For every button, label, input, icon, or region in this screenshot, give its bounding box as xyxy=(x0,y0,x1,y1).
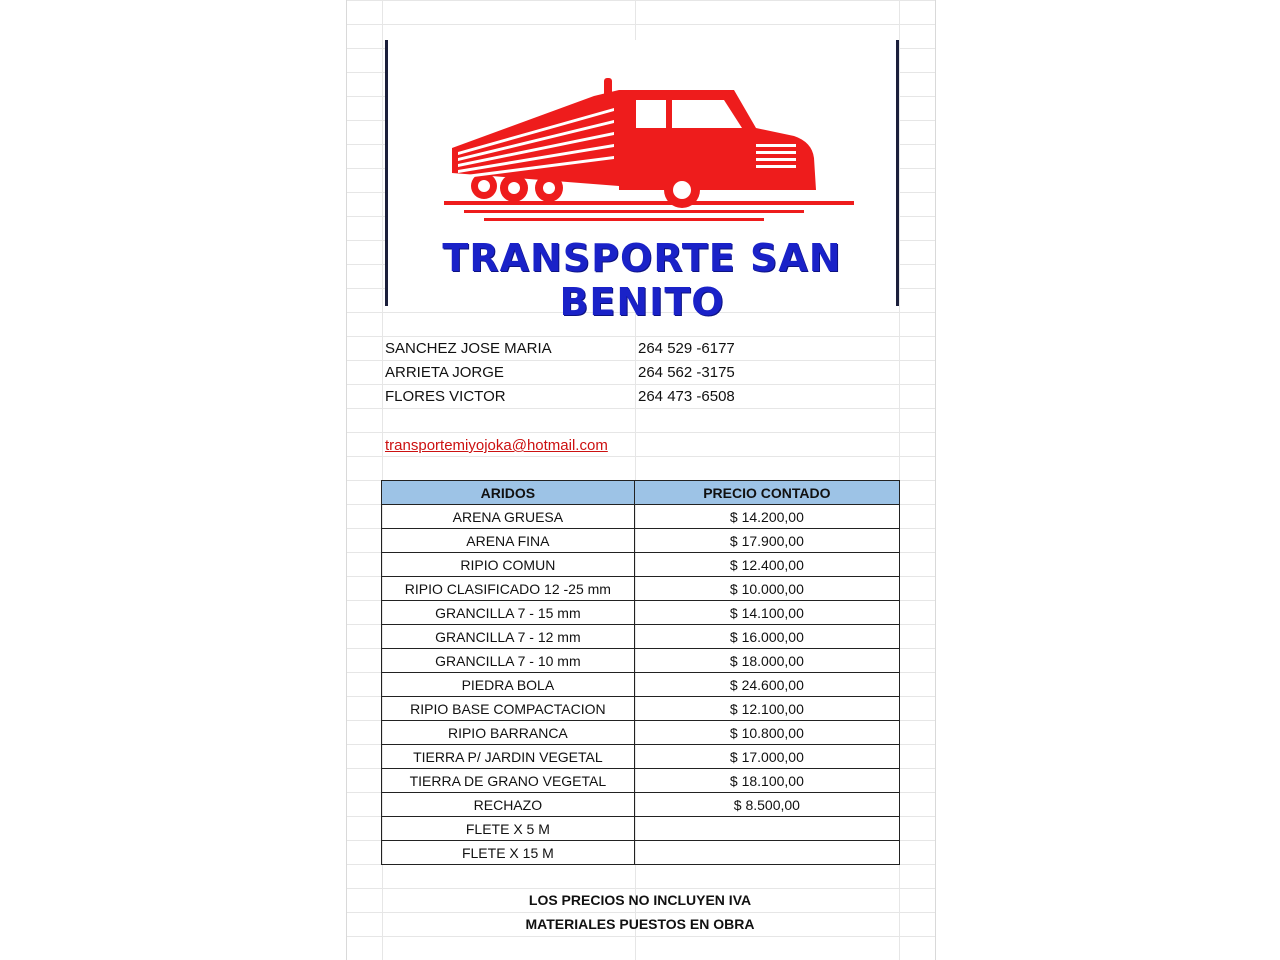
price-cell xyxy=(634,841,899,865)
item-cell: RIPIO BARRANCA xyxy=(382,721,635,745)
note-no-iva: LOS PRECIOS NO INCLUYEN IVA xyxy=(528,892,752,908)
table-row xyxy=(382,769,900,793)
price-cell: $ 12.100,00 xyxy=(634,697,899,721)
item-cell: RIPIO CLASIFICADO 12 -25 mm xyxy=(382,577,635,601)
brand-title: TRANSPORTE SAN BENITO xyxy=(442,236,842,324)
table-row xyxy=(382,625,900,649)
price-cell: $ 10.800,00 xyxy=(634,721,899,745)
table-row xyxy=(382,601,900,625)
table-row xyxy=(382,745,900,769)
note-delivered: MATERIALES PUESTOS EN OBRA xyxy=(525,916,755,932)
table-row xyxy=(382,817,900,841)
table-row xyxy=(382,793,900,817)
item-cell: RIPIO COMUN xyxy=(382,553,635,577)
column-header-aridos: ARIDOS xyxy=(382,481,635,505)
table-row xyxy=(382,505,900,529)
item-cell: FLETE X 5 M xyxy=(382,817,635,841)
price-cell: $ 24.600,00 xyxy=(634,673,899,697)
price-cell: $ 10.000,00 xyxy=(634,577,899,601)
contact-phone: 264 562 -3175 xyxy=(638,364,735,381)
table-row xyxy=(382,697,900,721)
item-cell: ARENA GRUESA xyxy=(382,505,635,529)
item-cell: ARENA FINA xyxy=(382,529,635,553)
price-cell: $ 17.000,00 xyxy=(634,745,899,769)
price-cell: $ 18.000,00 xyxy=(634,649,899,673)
item-cell: RIPIO BASE COMPACTACION xyxy=(382,697,635,721)
table-row xyxy=(382,529,900,553)
email-link[interactable]: transportemiyojoka@hotmail.com xyxy=(385,437,608,454)
table-row xyxy=(382,673,900,697)
contact-name: FLORES VICTOR xyxy=(385,388,506,405)
table-row xyxy=(382,721,900,745)
item-cell: GRANCILLA 7 - 12 mm xyxy=(382,625,635,649)
table-header-row xyxy=(382,481,900,505)
item-cell: TIERRA P/ JARDIN VEGETAL xyxy=(382,745,635,769)
contact-phone: 264 473 -6508 xyxy=(638,388,735,405)
item-cell: PIEDRA BOLA xyxy=(382,673,635,697)
column-header-precio: PRECIO CONTADO xyxy=(634,481,899,505)
item-cell: FLETE X 15 M xyxy=(382,841,635,865)
price-cell xyxy=(634,817,899,841)
item-cell: TIERRA DE GRANO VEGETAL xyxy=(382,769,635,793)
item-cell: RECHAZO xyxy=(382,793,635,817)
price-cell: $ 16.000,00 xyxy=(634,625,899,649)
logo-banner xyxy=(385,40,899,324)
table-row xyxy=(382,553,900,577)
price-cell: $ 14.100,00 xyxy=(634,601,899,625)
price-cell: $ 17.900,00 xyxy=(634,529,899,553)
table-row xyxy=(382,649,900,673)
table-row xyxy=(382,577,900,601)
item-cell: GRANCILLA 7 - 10 mm xyxy=(382,649,635,673)
table-row xyxy=(382,841,900,865)
price-cell: $ 12.400,00 xyxy=(634,553,899,577)
truck-logo-icon xyxy=(444,78,854,223)
price-cell: $ 14.200,00 xyxy=(634,505,899,529)
contact-phone: 264 529 -6177 xyxy=(638,340,735,357)
price-cell: $ 8.500,00 xyxy=(634,793,899,817)
price-cell: $ 18.100,00 xyxy=(634,769,899,793)
item-cell: GRANCILLA 7 - 15 mm xyxy=(382,601,635,625)
price-table xyxy=(381,480,900,865)
contact-name: ARRIETA JORGE xyxy=(385,364,504,381)
contact-name: SANCHEZ JOSE MARIA xyxy=(385,340,552,357)
